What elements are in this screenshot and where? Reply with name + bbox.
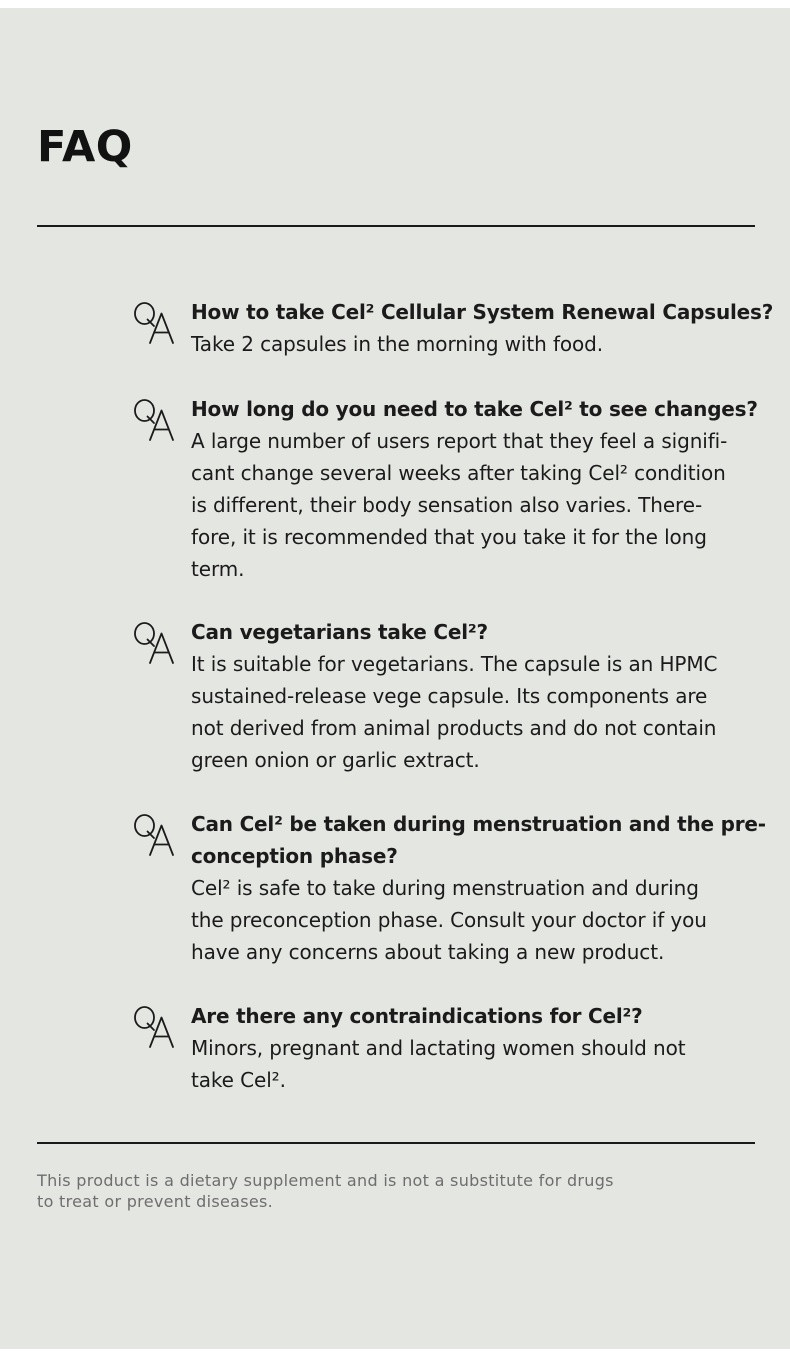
qa-icon	[133, 616, 181, 668]
top-divider	[37, 225, 755, 227]
faq-answer-line: A large number of users report that they feel a signifi-	[191, 429, 728, 453]
faq-answer-line: green onion or garlic extract.	[191, 748, 480, 772]
faq-answer-line: term.	[191, 557, 245, 581]
faq-question: How to take Cel² Cellular System Renewal Capsules?	[191, 300, 774, 324]
faq-answer-line: not derived from animal products and do not contain	[191, 716, 717, 740]
faq-question: Can vegetarians take Cel²?	[191, 620, 488, 644]
faq-answer-line: the preconception phase. Consult your doctor if you	[191, 908, 707, 932]
faq-answer-line: Take 2 capsules in the morning with food.	[191, 332, 604, 356]
disclaimer-line: This product is a dietary supplement and is not a substitute for drugs	[37, 1171, 614, 1190]
faq-answer-line: fore, it is recommended that you take it for the long	[191, 525, 707, 549]
faq-answer-line: take Cel².	[191, 1068, 286, 1092]
faq-panel	[0, 8, 790, 1349]
qa-icon	[133, 808, 181, 860]
qa-icon	[133, 393, 181, 445]
faq-answer-line: sustained-release vege capsule. Its components are	[191, 684, 708, 708]
faq-answer-line: Cel² is safe to take during menstruation and during	[191, 876, 699, 900]
disclaimer-line: to treat or prevent diseases.	[37, 1192, 274, 1211]
faq-question-line: conception phase?	[191, 844, 398, 868]
bottom-divider	[37, 1142, 755, 1144]
disclaimer	[37, 1170, 677, 1212]
faq-answer-line: cant change several weeks after taking Cel² condition	[191, 461, 726, 485]
qa-icon	[133, 296, 181, 348]
faq-answer-line: have any concerns about taking a new product.	[191, 940, 665, 964]
faq-question-line: Can Cel² be taken during menstruation and the pre-	[191, 812, 766, 836]
faq-answer-line: is different, their body sensation also varies. There-	[191, 493, 703, 517]
faq-question: How long do you need to take Cel² to see changes?	[191, 397, 758, 421]
faq-answer-line: It is suitable for vegetarians. The capsule is an HPMC	[191, 652, 718, 676]
page-title: FAQ	[37, 122, 133, 172]
faq-question: Are there any contraindications for Cel²?	[191, 1004, 643, 1028]
qa-icon	[133, 1000, 181, 1052]
faq-answer-line: Minors, pregnant and lactating women should not	[191, 1036, 686, 1060]
